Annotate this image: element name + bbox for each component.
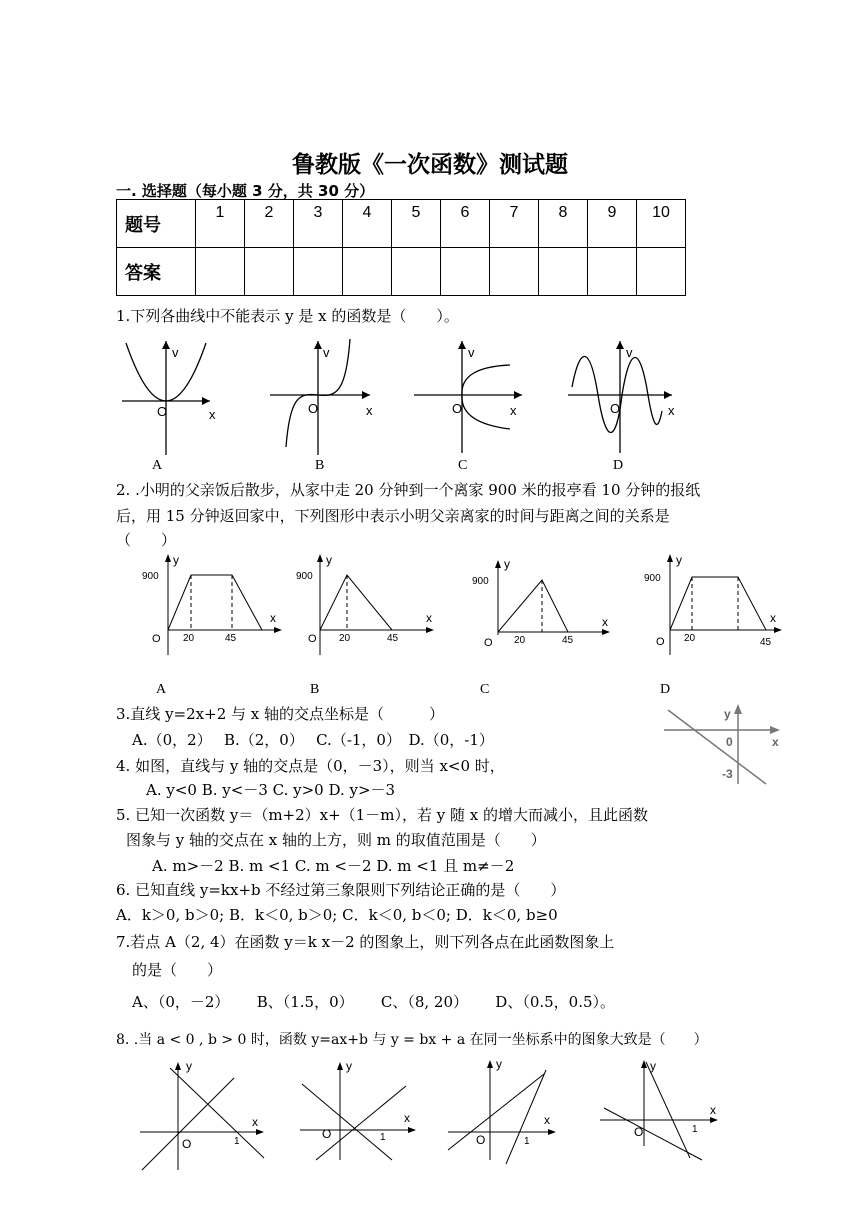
q2-c-900: 900 (472, 576, 489, 587)
q8-1-one: 1 (234, 1136, 240, 1147)
q2-b-y-label: y (326, 553, 332, 567)
question-number: 2 (245, 200, 294, 248)
answer-cell[interactable] (490, 248, 539, 296)
answer-table-number-row (117, 200, 686, 248)
answer-cell[interactable] (441, 248, 490, 296)
q3-text: 3.直线 y=2x+2 与 x 轴的交点坐标是（ ） (116, 705, 445, 723)
q2-line1: 2. .小明的父亲饭后散步，从家中走 20 分钟到一个离家 900 米的报亭看 10 分钟的报纸 (116, 481, 701, 499)
q2-a-x-label: x (270, 611, 276, 625)
q5-line2: 图象与 y 轴的交点在 x 轴的上方，则 m 的取值范围是（ ） (126, 831, 546, 849)
q2-b-option: B (310, 682, 320, 697)
q2-graph-c (472, 557, 610, 697)
answer-cell[interactable] (294, 248, 343, 296)
answer-cell[interactable] (392, 248, 441, 296)
q1-b-option: B (315, 458, 325, 473)
q2-d-x-label: x (770, 611, 776, 625)
question-number: 10 (637, 200, 686, 248)
q2-line2: 后，用 15 分钟返回家中，下列图形中表示小明父亲离家的时间与距离之间的关系是 (116, 507, 670, 525)
q8-2-o: O (322, 1127, 332, 1141)
q8-4-o: O (634, 1125, 644, 1139)
q2-a-t45: 45 (225, 633, 237, 644)
q2-d-option: D (660, 682, 671, 697)
q2-line3: （ ） (116, 531, 177, 549)
q4-options: A. y<0 B. y<－3 C. y>0 D. y>－3 (146, 781, 396, 799)
q8-3-x: x (544, 1113, 550, 1127)
q1-graph-a (122, 341, 216, 473)
q2-b-x-label: x (426, 611, 432, 625)
q2-b-t20: 20 (339, 633, 351, 644)
q8-3-y: y (496, 1057, 502, 1071)
q7-options: A、（0，－2） B、（1.5，0） C、（8, 20） D、（0.5，0.5）。 (132, 993, 616, 1011)
answer-cell[interactable] (637, 248, 686, 296)
answer-cell[interactable] (196, 248, 245, 296)
q1-graph-b (270, 339, 373, 473)
q2-graph-b (296, 553, 434, 697)
q1-b-x-label: x (366, 403, 373, 418)
q8-3-one: 1 (524, 1136, 530, 1147)
q8-graph-2 (300, 1059, 416, 1160)
answer-cell[interactable] (588, 248, 637, 296)
q8-graph-4 (600, 1059, 718, 1160)
q1-c-option: C (458, 458, 468, 473)
q8-1-x: x (252, 1115, 258, 1129)
question-number: 1 (196, 200, 245, 248)
q4-graph (660, 700, 786, 786)
q8-3-o: O (476, 1133, 486, 1147)
q8-text: 8. .当 a < 0 , b > 0 时，函数 y=ax+b 与 y = bx + a 在同一坐标系中的图象大致是（ ） (116, 1032, 708, 1048)
q1-c-x-label: x (510, 403, 517, 418)
question-number: 6 (441, 200, 490, 248)
q1-d-option: D (613, 458, 624, 473)
q2-d-t45: 45 (760, 637, 772, 648)
q4-text: 4. 如图，直线与 y 轴的交点是（0，－3），则当 x<0 时， (116, 757, 505, 775)
q2-d-t20: 20 (684, 633, 696, 644)
q6-options: A．k＞0, b＞0; B．k＜0, b＞0; C．k＜0, b＜0; D．k＜0, b≥0 (116, 906, 558, 924)
q4-y-label: y (724, 707, 731, 721)
q8-graph-3 (448, 1057, 556, 1164)
question-number: 7 (490, 200, 539, 248)
answer-table-answer-row (117, 248, 686, 296)
q2-a-origin: O (152, 633, 161, 645)
q5-line1: 5. 已知一次函数 y＝（m+2）x+（1－m），若 y 随 x 的增大而减小，且此函数 (116, 806, 648, 824)
question-number: 9 (588, 200, 637, 248)
q2-c-y-label: y (504, 557, 510, 571)
q2-a-900: 900 (142, 571, 159, 582)
q2-a-y-label: y (173, 553, 179, 567)
q1-text: 1.下列各曲线中不能表示 y 是 x 的函数是（ ）。 (116, 307, 459, 325)
q2-d-y-label: y (676, 553, 682, 567)
answer-cell[interactable] (539, 248, 588, 296)
q8-2-one: 1 (380, 1132, 386, 1143)
q2-c-t20: 20 (514, 635, 526, 646)
answer-cell[interactable] (245, 248, 294, 296)
q2-c-t45: 45 (562, 635, 574, 646)
row-header-number: 题号 (117, 200, 196, 248)
q1-a-origin-label: O (157, 404, 168, 419)
answer-table (116, 199, 686, 296)
q1-graph-d (568, 341, 675, 473)
q1-d-x-label: x (668, 403, 675, 418)
q8-1-o: O (182, 1137, 192, 1151)
question-number: 8 (539, 200, 588, 248)
q8-graph-1 (140, 1059, 264, 1170)
q4-x-label: x (772, 735, 779, 749)
q2-graphs (130, 550, 790, 700)
question-number: 4 (343, 200, 392, 248)
row-header-answer: 答案 (117, 248, 196, 296)
q8-2-y: y (346, 1059, 352, 1073)
q2-graph-d (644, 553, 782, 697)
q2-d-origin: O (656, 636, 665, 648)
q4-origin-label: 0 (726, 735, 733, 749)
q2-c-option: C (480, 682, 490, 697)
q2-d-900: 900 (644, 573, 661, 584)
q8-graphs (130, 1056, 740, 1180)
answer-cell[interactable] (343, 248, 392, 296)
q8-4-x: x (710, 1103, 716, 1117)
q2-c-x-label: x (602, 615, 608, 629)
q1-a-option: A (152, 458, 163, 473)
q1-graphs (110, 335, 710, 475)
q2-b-origin: O (308, 633, 317, 645)
q2-b-900: 900 (296, 571, 313, 582)
q1-b-origin-label: O (308, 401, 319, 416)
q1-a-x-label: x (209, 407, 216, 422)
q7-line2: 的是（ ） (132, 961, 223, 979)
question-number: 5 (392, 200, 441, 248)
q1-a-y-label: v (172, 345, 179, 360)
q1-d-y-label: v (626, 345, 633, 360)
q8-2-x: x (404, 1111, 410, 1125)
q1-d-origin-label: O (610, 401, 621, 416)
q1-c-y-label: v (468, 345, 475, 360)
q2-a-option: A (156, 682, 167, 697)
q2-a-t20: 20 (183, 633, 195, 644)
q8-4-one: 1 (692, 1124, 698, 1135)
q8-1-y: y (186, 1059, 192, 1073)
q7-line1: 7.若点 A（2, 4）在函数 y＝k x－2 的图象上，则下列各点在此函数图象上 (116, 933, 615, 951)
q8-4-y: y (650, 1059, 656, 1073)
question-number: 3 (294, 200, 343, 248)
q2-c-origin: O (484, 637, 493, 649)
q5-options: A. m>－2 B. m <1 C. m <－2 D. m <1 且 m≠－2 (152, 857, 515, 875)
section-heading: 一. 选择题（每小题 3 分，共 30 分） (116, 182, 375, 200)
q1-b-y-label: v (323, 345, 330, 360)
q2-b-t45: 45 (387, 633, 399, 644)
page-title: 鲁教版《一次函数》测试题 (292, 152, 568, 178)
q1-c-origin-label: O (452, 401, 463, 416)
q1-graph-c (414, 341, 522, 473)
q4-mark-label: -3 (722, 767, 733, 781)
q6-text: 6. 已知直线 y=kx+b 不经过第三象限则下列结论正确的是（ ） (116, 881, 566, 899)
q3-options: A.（0，2） B.（2，0） C.（-1，0） D.（0，-1） (132, 731, 494, 749)
q2-graph-a (142, 553, 282, 697)
